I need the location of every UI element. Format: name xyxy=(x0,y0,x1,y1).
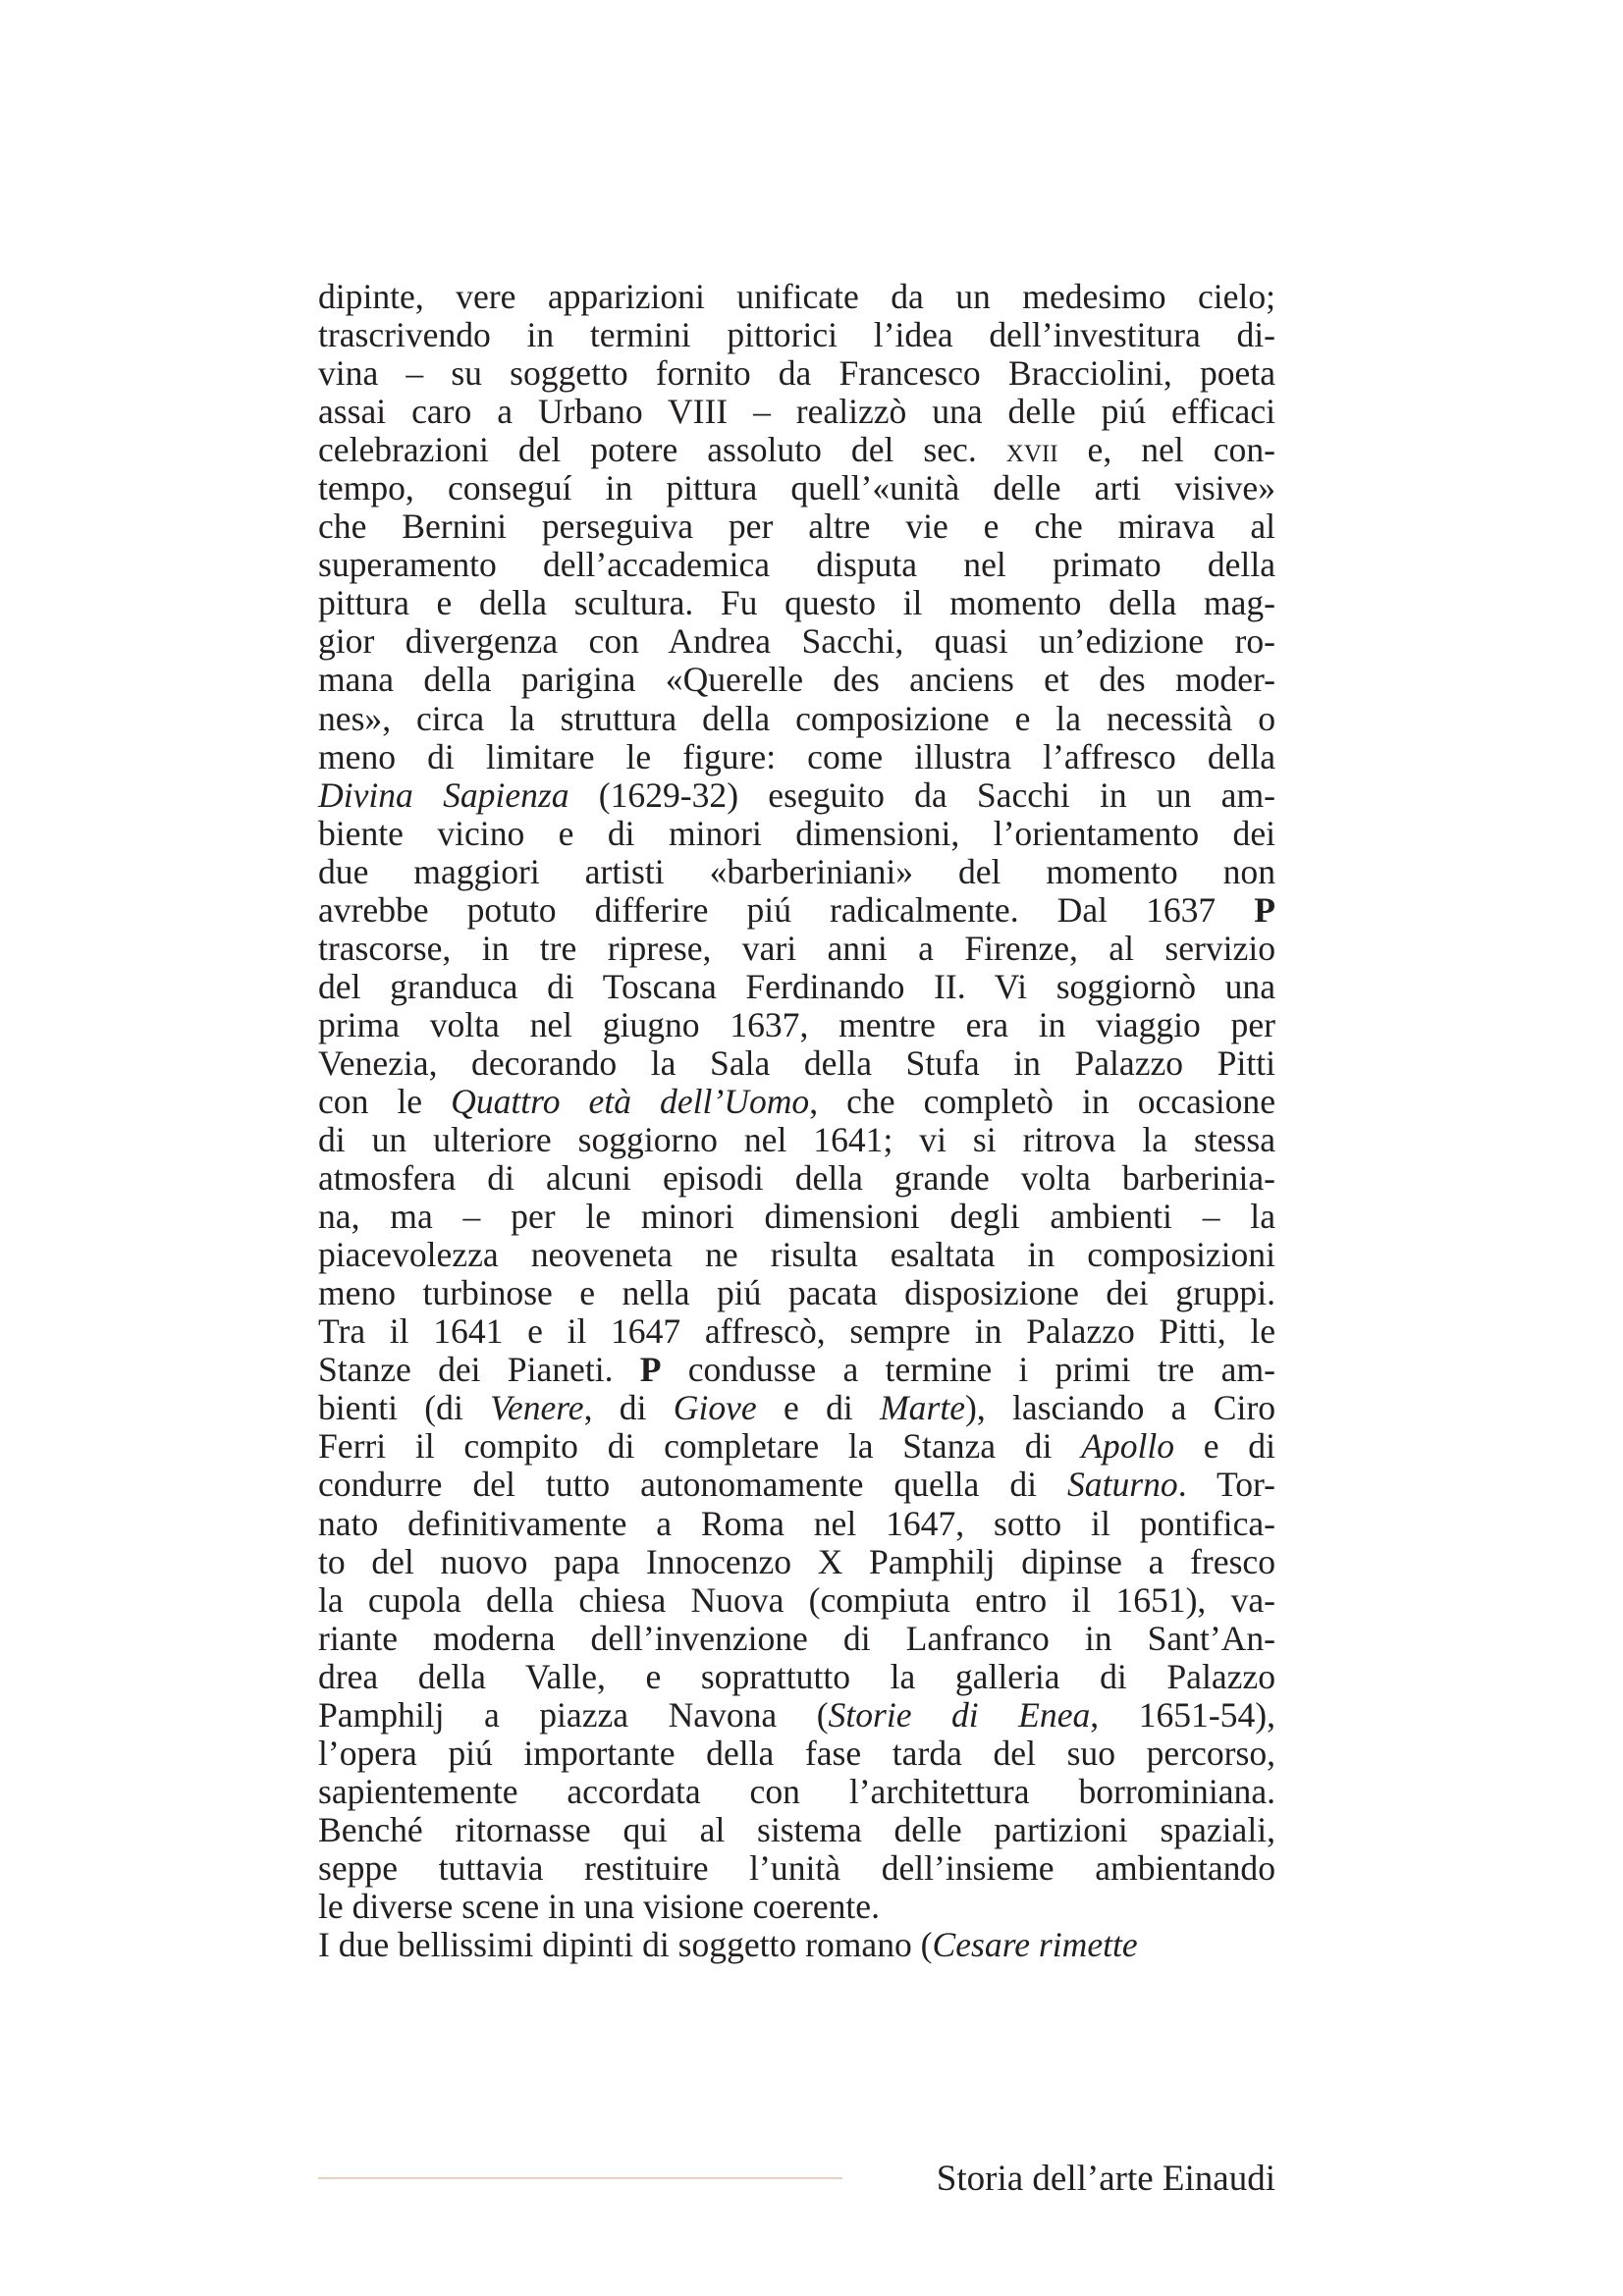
text-line xyxy=(318,1773,1275,1811)
italic-title: Saturno xyxy=(1067,1465,1178,1505)
text-run: assai caro a Urbano VIII – realizzò una delle piú efficaci xyxy=(318,392,1275,432)
text-run: piacevolezza neoveneta ne risulta esaltata in composizioni xyxy=(318,1235,1275,1275)
footer-rule xyxy=(318,2177,842,2179)
italic-title: Cesare rimette xyxy=(932,1925,1138,1965)
text-run: e di xyxy=(1174,1426,1275,1467)
text-line xyxy=(318,1735,1275,1773)
text-line xyxy=(318,1198,1275,1236)
text-line xyxy=(318,815,1275,853)
text-line xyxy=(318,738,1275,776)
text-line xyxy=(318,700,1275,738)
text-run: gior divergenza con Andrea Sacchi, quasi un’edizione ro- xyxy=(318,621,1275,662)
text-run: to del nuovo papa Innocenzo X Pamphilj dipinse a fresco xyxy=(318,1541,1275,1581)
text-line xyxy=(318,1083,1275,1121)
text-run: , che completò in occasione xyxy=(809,1081,1275,1121)
text-line xyxy=(318,1006,1275,1044)
text-run: ), lasciando a Ciro xyxy=(965,1388,1276,1428)
text-run: na, ma – per le minori dimensioni degli ambienti – la xyxy=(318,1197,1275,1237)
text-run: le diverse scene in una visione coerente. xyxy=(318,1886,880,1926)
italic-title: Divina Sapienza xyxy=(318,774,569,815)
text-run: . Tor- xyxy=(1177,1465,1275,1505)
text-line xyxy=(318,622,1275,661)
text-run: che Bernini perseguiva per altre vie e che mirava al xyxy=(318,507,1275,547)
text-line xyxy=(318,1811,1275,1849)
text-line xyxy=(318,278,1275,316)
text-run: la cupola della chiesa Nuova (compiuta entro il 1651), va- xyxy=(318,1579,1275,1620)
text-run: Tra il 1641 e il 1647 affrescò, sempre in Palazzo Pitti, le xyxy=(318,1311,1275,1352)
text-line xyxy=(318,1044,1275,1083)
text-run: Pamphilj a piazza Navona ( xyxy=(318,1694,829,1735)
text-run: (1629-32) eseguito da Sacchi in un am- xyxy=(568,774,1275,815)
text-line xyxy=(318,1351,1275,1389)
text-line xyxy=(318,1466,1275,1504)
text-line xyxy=(318,1121,1275,1159)
text-line xyxy=(318,1427,1275,1466)
text-run: seppe tuttavia restituire l’unità dell’insieme ambientando xyxy=(318,1847,1275,1888)
text-line xyxy=(318,316,1275,354)
text-line xyxy=(318,507,1275,546)
text-run: drea della Valle, e soprattutto la galleria di Palazzo xyxy=(318,1656,1275,1696)
text-run: e, nel con- xyxy=(1057,430,1275,470)
text-run: biente vicino e di minori dimensioni, l’orientamento dei xyxy=(318,813,1275,853)
italic-title: Storie di Enea xyxy=(828,1694,1091,1735)
text-line xyxy=(318,469,1275,507)
text-run: prima volta nel giugno 1637, mentre era in viaggio per xyxy=(318,1004,1275,1044)
text-line xyxy=(318,1696,1275,1735)
text-run: dipinte, vere apparizioni unificate da un medesimo cielo; xyxy=(318,277,1275,316)
text-line xyxy=(318,1620,1275,1658)
text-run: mana della parigina «Querelle des anciens et des moder- xyxy=(318,660,1275,700)
text-run: trascorse, in tre riprese, vari anni a Firenze, al servizio xyxy=(318,928,1275,968)
text-run: trascrivendo in termini pittorici l’idea dell’investitura di- xyxy=(318,315,1275,355)
text-line xyxy=(318,1581,1275,1620)
text-run: tempo, conseguí in pittura quell’«unità delle arti visive» xyxy=(318,468,1275,508)
text-run: e di xyxy=(756,1388,881,1428)
text-line xyxy=(318,1658,1275,1696)
text-run: condurre del tutto autonomamente quella di xyxy=(318,1465,1068,1505)
italic-title: Venere xyxy=(490,1388,584,1428)
text-line xyxy=(318,891,1275,930)
text-line xyxy=(318,930,1275,968)
text-run: Venezia, decorando la Sala della Stufa in Palazzo Pitti xyxy=(318,1042,1275,1083)
text-run: meno di limitare le figure: come illustra l’affresco della xyxy=(318,736,1275,776)
text-run: Stanze dei Pianeti. xyxy=(318,1350,640,1390)
italic-title: Marte xyxy=(880,1388,965,1428)
text-line xyxy=(318,1236,1275,1274)
text-run: meno turbinose e nella piú pacata disposizione dei gruppi. xyxy=(318,1273,1275,1313)
text-run: del granduca di Toscana Ferdinando II. Vi soggiornò una xyxy=(318,966,1275,1006)
text-line xyxy=(318,1389,1275,1427)
text-run: , di xyxy=(583,1388,674,1428)
text-line xyxy=(318,546,1275,584)
text-run: I due bellissimi dipinti di soggetto romano ( xyxy=(318,1925,933,1965)
bold-initial: P xyxy=(639,1350,662,1390)
text-line xyxy=(318,1505,1275,1543)
small-caps-text: xvii xyxy=(1005,430,1058,470)
text-run: sapientemente accordata con l’architettura borrominiana. xyxy=(318,1771,1275,1811)
text-run: condusse a termine i primi tre am- xyxy=(661,1350,1275,1390)
text-line xyxy=(318,1888,1275,1926)
text-run: atmosfera di alcuni episodi della grande volta barberinia- xyxy=(318,1158,1275,1199)
text-run: avrebbe potuto differire piú radicalmente. Dal 1637 xyxy=(318,889,1255,930)
italic-title: Quattro età dell’Uomo xyxy=(451,1081,810,1121)
text-line xyxy=(318,431,1275,469)
text-run: riante moderna dell’invenzione di Lanfranco in Sant’An- xyxy=(318,1618,1275,1658)
text-run: di un ulteriore soggiorno nel 1641; vi si ritrova la stessa xyxy=(318,1120,1275,1160)
text-line xyxy=(318,853,1275,891)
text-run: pittura e della scultura. Fu questo il momento della mag- xyxy=(318,583,1275,623)
bold-initial: P xyxy=(1254,889,1275,930)
text-line xyxy=(318,968,1275,1006)
text-line xyxy=(318,1312,1275,1351)
text-run: Benché ritornasse qui al sistema delle partizioni spaziali, xyxy=(318,1809,1275,1849)
text-run: superamento dell’accademica disputa nel primato della xyxy=(318,545,1275,585)
text-run: l’opera piú importante della fase tarda del suo percorso, xyxy=(318,1733,1275,1773)
text-line xyxy=(318,584,1275,622)
text-line xyxy=(318,393,1275,431)
text-line xyxy=(318,1274,1275,1312)
text-line xyxy=(318,776,1275,815)
text-run: celebrazioni del potere assoluto del sec. xyxy=(318,430,1006,470)
text-line xyxy=(318,1849,1275,1888)
italic-title: Giove xyxy=(673,1388,757,1428)
text-line xyxy=(318,661,1275,699)
italic-title: Apollo xyxy=(1081,1426,1175,1467)
text-line xyxy=(318,1159,1275,1198)
text-run: due maggiori artisti «barberiniani» del momento non xyxy=(318,851,1275,891)
footer-label: Storia dell’arte Einaudi xyxy=(936,2159,1275,2199)
text-run: bienti (di xyxy=(318,1388,491,1428)
text-line xyxy=(318,1926,1275,1964)
text-run: , 1651-54), xyxy=(1090,1694,1275,1735)
text-run: nes», circa la struttura della composizione e la necessità o xyxy=(318,698,1275,738)
text-line xyxy=(318,1543,1275,1581)
body-text xyxy=(318,278,1275,1964)
text-run: nato definitivamente a Roma nel 1647, sotto il pontifica- xyxy=(318,1503,1275,1543)
text-run: Ferri il compito di completare la Stanza di xyxy=(318,1426,1082,1467)
text-run: con le xyxy=(318,1081,452,1121)
text-run: vina – su soggetto fornito da Francesco Bracciolini, poeta xyxy=(318,353,1275,394)
text-line xyxy=(318,354,1275,393)
